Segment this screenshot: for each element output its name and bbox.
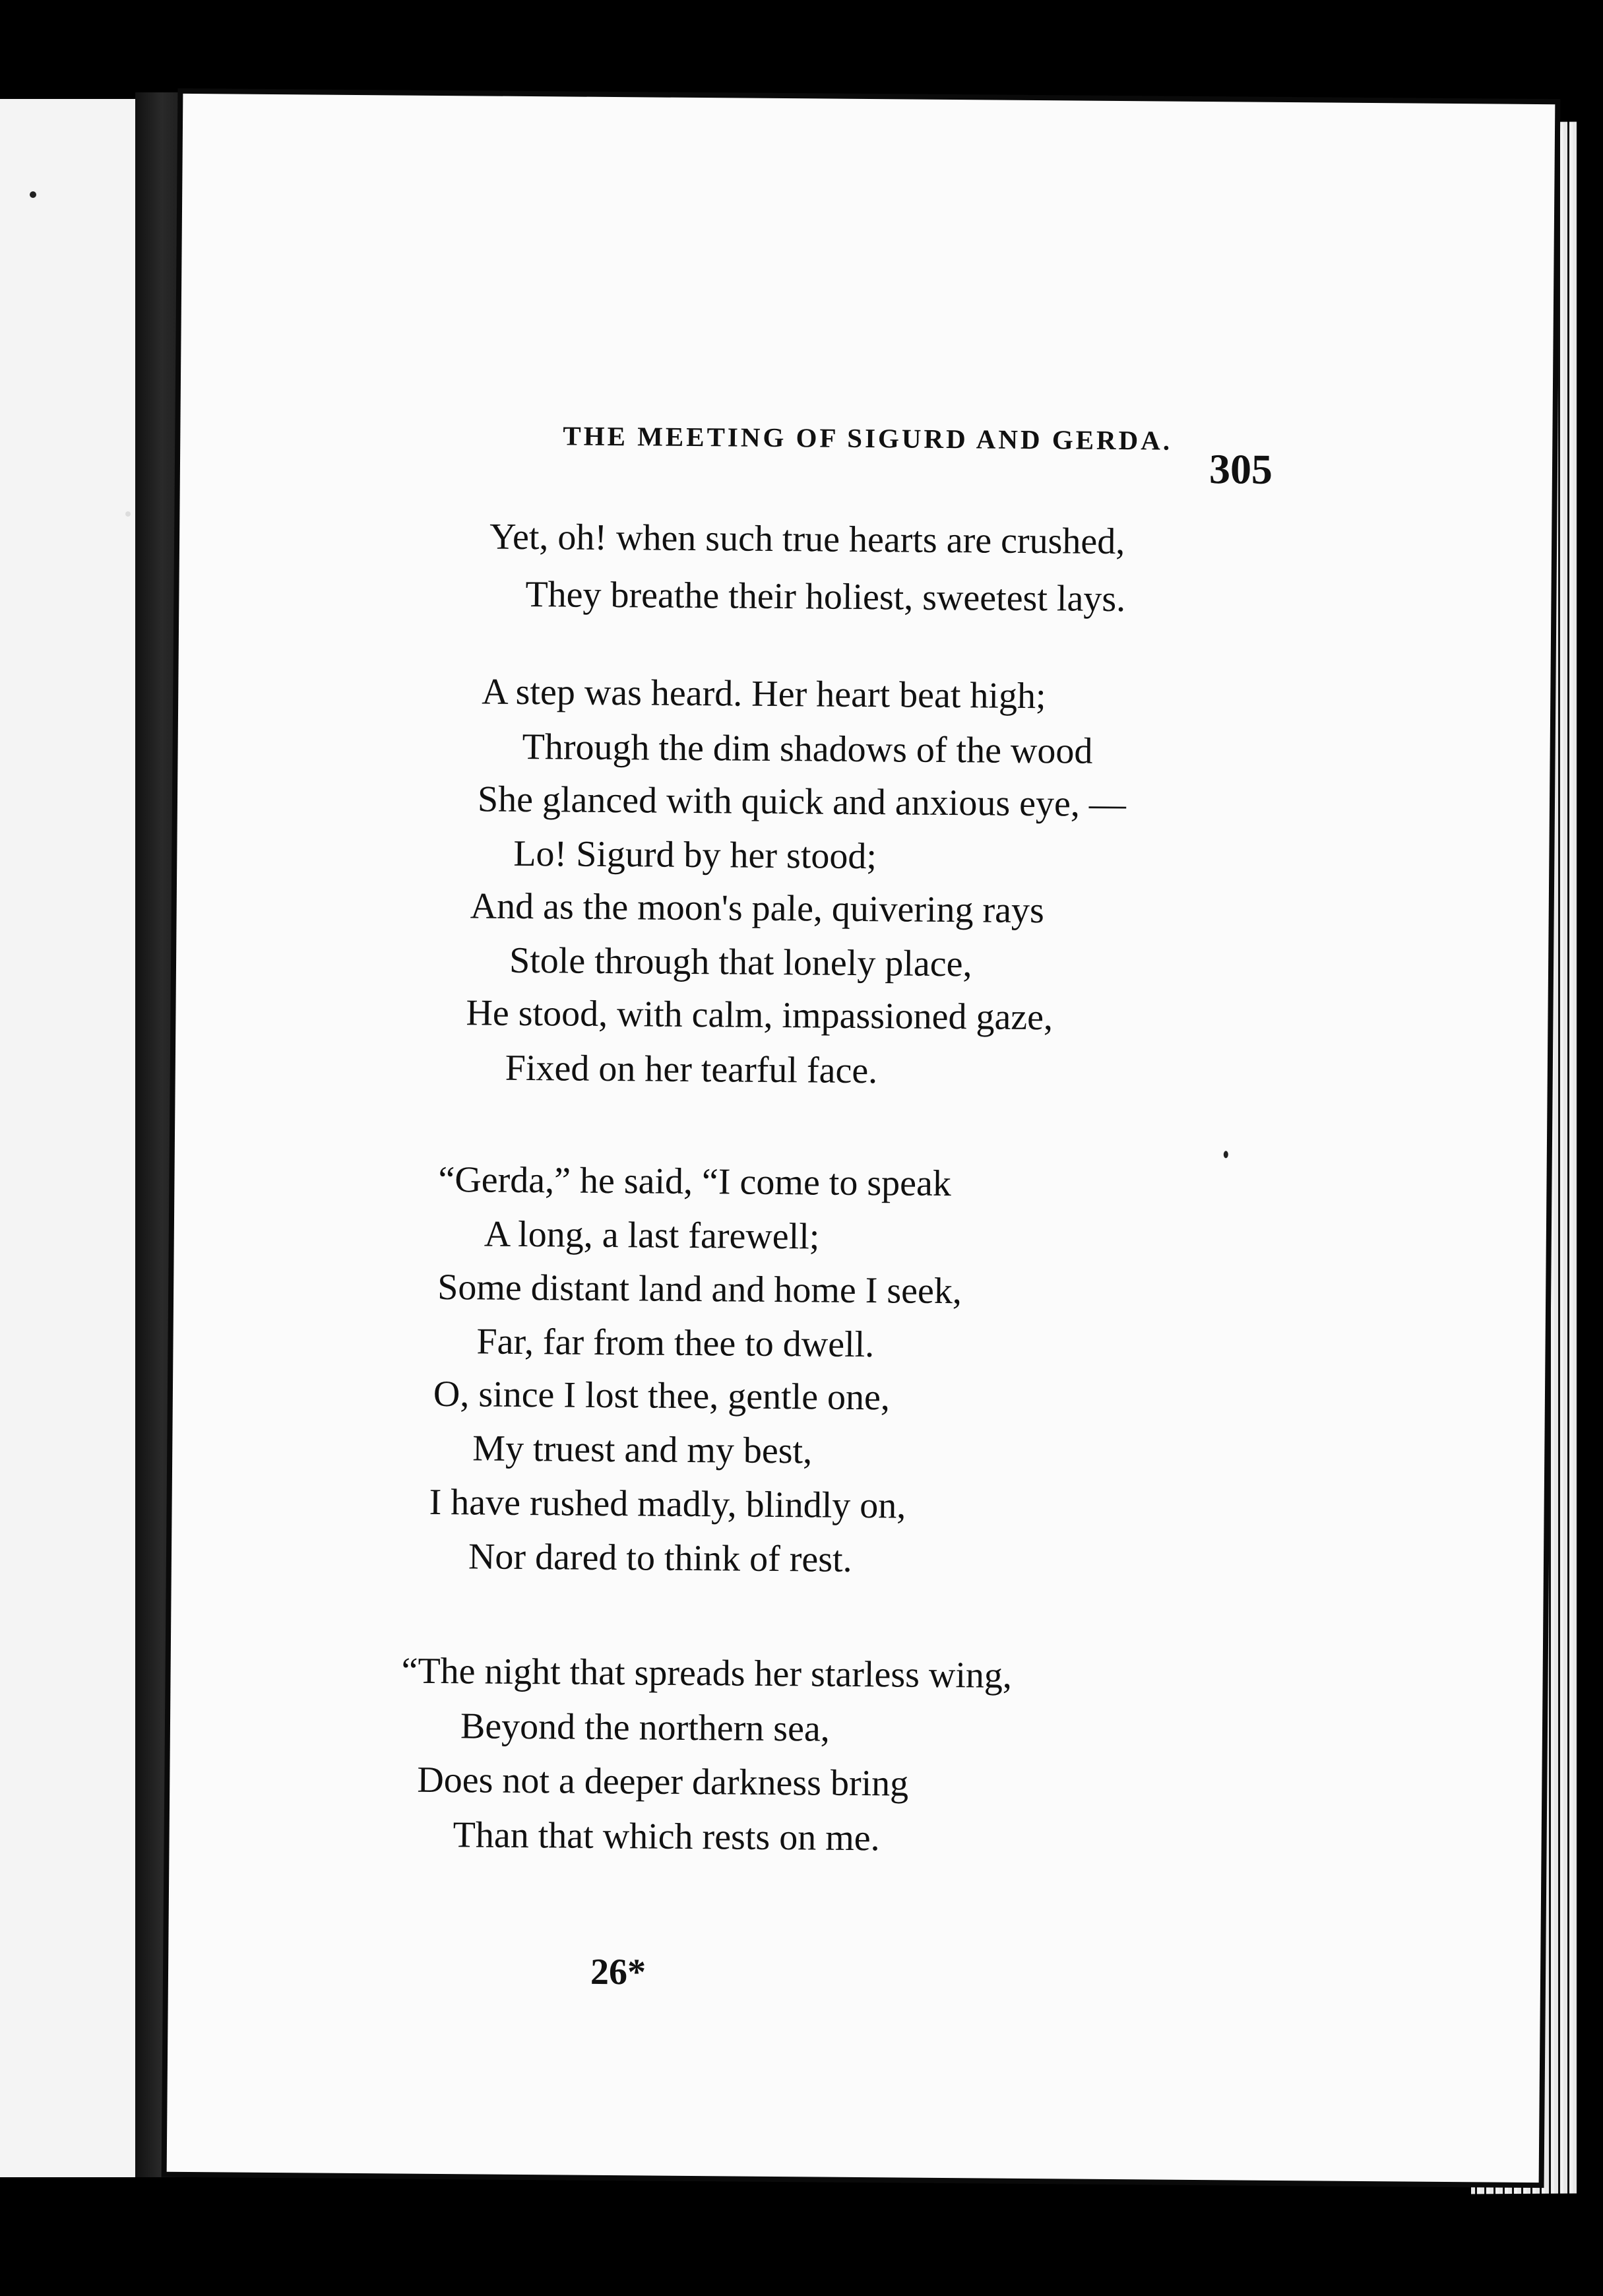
verse-line: Through the dim shadows of the wood <box>522 726 1093 772</box>
verse-line: Beyond the northern sea, <box>460 1706 831 1750</box>
verse-line: “Gerda,” he said, “I come to speak <box>438 1159 952 1205</box>
verse-line: My truest and my best, <box>472 1428 813 1472</box>
verse-line: Does not a deeper darkness bring <box>417 1759 909 1804</box>
verse-line: Lo! Sigurd by her stood; <box>513 833 877 877</box>
ink-speck <box>30 191 36 198</box>
running-head: THE MEETING OF SIGURD AND GERDA. <box>563 420 1173 456</box>
verse-line: And as the moon's pale, quivering rays <box>470 885 1045 932</box>
verse-line: Stole through that lonely place, <box>509 940 972 985</box>
verse-line: I have rushed madly, blindly on, <box>429 1481 906 1527</box>
verse-line: Fixed on her tearful face. <box>505 1047 878 1092</box>
verse-line: He stood, with calm, impassioned gaze, <box>466 992 1053 1038</box>
verse-line: Far, far from thee to dwell. <box>476 1321 875 1366</box>
verse-line: Yet, oh! when such true hearts are crushed, <box>489 516 1125 563</box>
verse-line: Some distant land and home I seek, <box>437 1266 962 1312</box>
ink-speck <box>125 511 131 517</box>
verse-line: O, since I lost thee, gentle one, <box>433 1373 891 1419</box>
verse-line: They breathe their holiest, sweetest lays. <box>525 573 1126 620</box>
verse-line: She glanced with quick and anxious eye, — <box>477 779 1127 825</box>
ink-speck <box>1224 1151 1228 1158</box>
facing-page-edge <box>0 99 135 2177</box>
verse-line: Than that which rests on me. <box>453 1814 880 1859</box>
signature-mark: 26* <box>590 1951 646 1993</box>
verse-line: “The night that spreads her starless wing, <box>401 1650 1013 1696</box>
verse-line: A step was heard. Her heart beat high; <box>482 671 1046 717</box>
page-number: 305 <box>1209 445 1273 493</box>
book-page <box>167 94 1556 2183</box>
verse-line: A long, a last farewell; <box>484 1213 820 1258</box>
verse-line: Nor dared to think of rest. <box>468 1536 852 1580</box>
